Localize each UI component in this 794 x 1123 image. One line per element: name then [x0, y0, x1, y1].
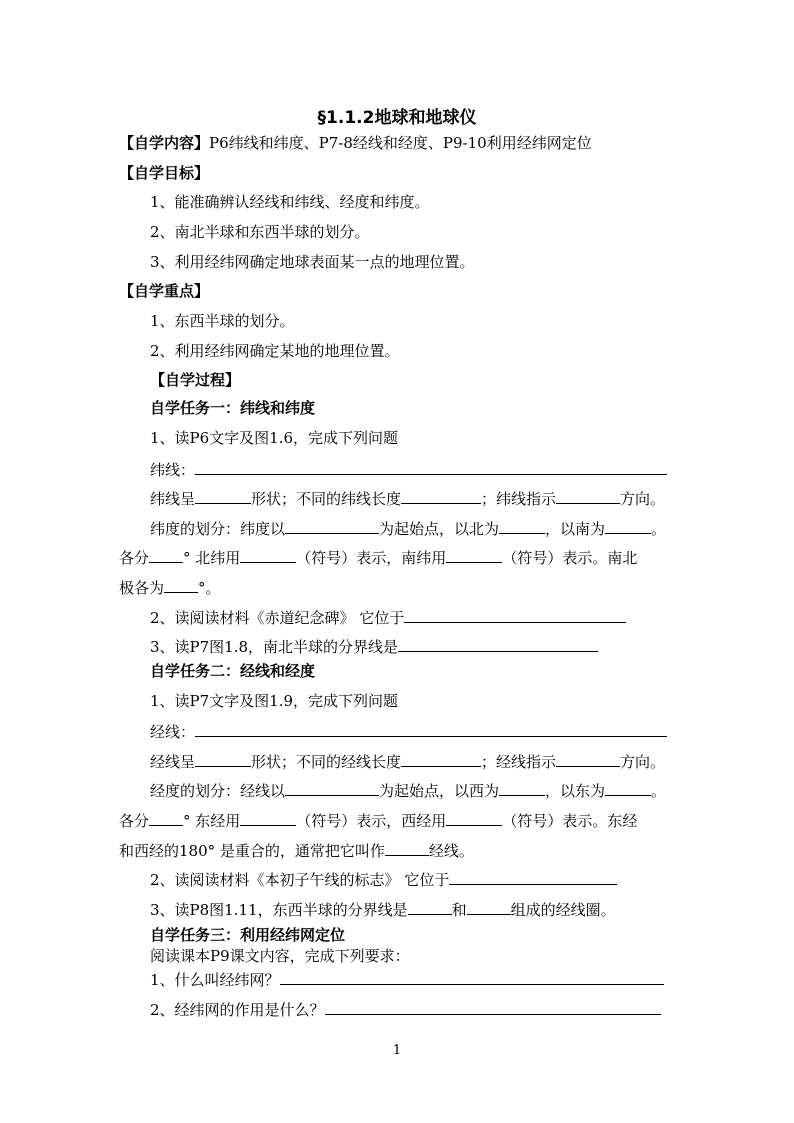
- page-number: 1: [392, 1043, 402, 1058]
- answer-blank[interactable]: [499, 517, 545, 534]
- text: 3、读P7图1.8，南北半球的分界线是: [150, 638, 399, 656]
- key-point-item: 1、东西半球的划分。: [150, 312, 295, 330]
- task3-question-2: [150, 998, 661, 1020]
- text: 2、读阅读材料《本初子午线的标志》 它位于: [150, 871, 450, 889]
- task2-division-line: [150, 779, 666, 801]
- answer-blank[interactable]: [240, 809, 296, 826]
- text: 形状；不同的纬线长度: [251, 490, 402, 508]
- text: 各分: [119, 812, 150, 830]
- content-text: P6纬线和纬度、P7-8经线和经度、P9-10利用经纬网定位: [209, 134, 592, 152]
- content-label: 【自学内容】: [119, 134, 210, 152]
- answer-blank[interactable]: [401, 487, 481, 504]
- goals-label: 【自学目标】: [119, 164, 210, 182]
- answer-blank[interactable]: [446, 546, 502, 563]
- content-line: [119, 133, 592, 153]
- task2-question-1: 1、读P7文字及图1.9，完成下列问题: [150, 692, 399, 710]
- answer-blank[interactable]: [408, 898, 452, 915]
- task2-question-2: [150, 868, 617, 890]
- text: （符号）表示。东经: [502, 812, 638, 830]
- task1-division-line-3: [119, 576, 221, 598]
- goal-item: 2、南北半球和东西半球的划分。: [150, 223, 370, 241]
- answer-blank[interactable]: [556, 750, 620, 767]
- text: （符号）表示，南纬用: [296, 549, 447, 567]
- answer-blank[interactable]: [164, 576, 198, 593]
- task1-heading: 自学任务一：纬线和纬度: [150, 399, 316, 417]
- text: 1、什么叫经纬网？: [150, 971, 280, 989]
- answer-blank[interactable]: [280, 968, 664, 985]
- text: 方向。: [620, 490, 666, 508]
- answer-blank[interactable]: [401, 750, 481, 767]
- task1-question-2: [150, 606, 626, 628]
- text: 组成的经线圈。: [510, 901, 616, 919]
- answer-blank[interactable]: [385, 839, 429, 856]
- answer-blank[interactable]: [556, 487, 620, 504]
- goal-item: 3、利用经纬网确定地球表面某一点的地理位置。: [150, 253, 475, 271]
- answer-blank[interactable]: [499, 779, 545, 796]
- answer-blank[interactable]: [149, 809, 183, 826]
- answer-blank[interactable]: [285, 517, 379, 534]
- answer-blank[interactable]: [605, 517, 651, 534]
- task1-division-line: [150, 517, 666, 539]
- answer-blank[interactable]: [195, 487, 251, 504]
- text: 经线。: [428, 842, 474, 860]
- text: （符号）表示，西经用: [296, 812, 447, 830]
- text: ；经线指示: [481, 753, 557, 771]
- answer-blank[interactable]: [195, 458, 667, 475]
- text: 经度的划分：经线以: [150, 782, 286, 800]
- task2-heading: 自学任务二：经线和经度: [150, 662, 316, 680]
- answer-blank[interactable]: [325, 998, 661, 1015]
- task2-division-line-3: [119, 839, 474, 861]
- text: 为起始点，以北为: [379, 520, 500, 538]
- text: 各分: [119, 549, 150, 567]
- answer-blank[interactable]: [195, 720, 667, 737]
- process-label: 【自学过程】: [150, 371, 241, 389]
- task2-shape-line: [150, 750, 665, 772]
- task1-question-1: 1、读P6文字及图1.6，完成下列问题: [150, 429, 399, 447]
- answer-blank[interactable]: [446, 809, 502, 826]
- task3-question-1: [150, 968, 664, 990]
- latitude-line-label: 纬线：: [150, 461, 196, 479]
- text: 2、经纬网的作用是什么？: [150, 1001, 325, 1019]
- answer-blank[interactable]: [605, 779, 651, 796]
- answer-blank[interactable]: [467, 898, 511, 915]
- answer-blank[interactable]: [149, 546, 183, 563]
- text: 极各为: [119, 579, 165, 597]
- text: ；纬线指示: [481, 490, 557, 508]
- task2-division-line-2: [119, 809, 637, 831]
- text: 方向。: [620, 753, 666, 771]
- text: 纬线呈: [150, 490, 196, 508]
- task1-shape-line: [150, 487, 665, 509]
- text: °。: [198, 579, 221, 597]
- task1-definition: [150, 458, 667, 480]
- text: （符号）表示。南北: [502, 549, 638, 567]
- text: 经线呈: [150, 753, 196, 771]
- goal-item: 1、能准确辨认经线和纬线、经度和纬度。: [150, 193, 430, 211]
- key-points-label: 【自学重点】: [119, 282, 210, 300]
- answer-blank[interactable]: [195, 750, 251, 767]
- answer-blank[interactable]: [398, 635, 598, 652]
- text: 。: [651, 520, 667, 538]
- answer-blank[interactable]: [449, 868, 617, 885]
- answer-blank[interactable]: [285, 779, 379, 796]
- text: ，以东为: [545, 782, 606, 800]
- key-point-item: 2、利用经纬网确定某地的地理位置。: [150, 342, 400, 360]
- page-title: §1.1.2地球和地球仪: [317, 108, 477, 128]
- task2-question-3: [150, 898, 616, 920]
- text: 纬度的划分：纬度以: [150, 520, 286, 538]
- text: ，以南为: [545, 520, 606, 538]
- task3-heading: 自学任务三：利用经纬网定位: [150, 926, 346, 944]
- text: 2、读阅读材料《赤道纪念碑》 它位于: [150, 609, 405, 627]
- answer-blank[interactable]: [404, 606, 626, 623]
- text: 。: [651, 782, 667, 800]
- text: 3、读P8图1.11，东西半球的分界线是: [150, 901, 408, 919]
- text: ° 北纬用: [183, 549, 241, 567]
- text: 形状；不同的经线长度: [251, 753, 402, 771]
- longitude-line-label: 经线：: [150, 723, 196, 741]
- answer-blank[interactable]: [240, 546, 296, 563]
- task3-intro: 阅读课本P9课文内容，完成下列要求：: [150, 947, 410, 965]
- task1-question-3: [150, 635, 598, 657]
- text: ° 东经用: [183, 812, 241, 830]
- task2-definition: [150, 720, 667, 742]
- task1-division-line-2: [119, 546, 637, 568]
- text: 为起始点，以西为: [379, 782, 500, 800]
- text: 和西经的180° 是重合的，通常把它叫作: [119, 842, 385, 860]
- text: 和: [451, 901, 467, 919]
